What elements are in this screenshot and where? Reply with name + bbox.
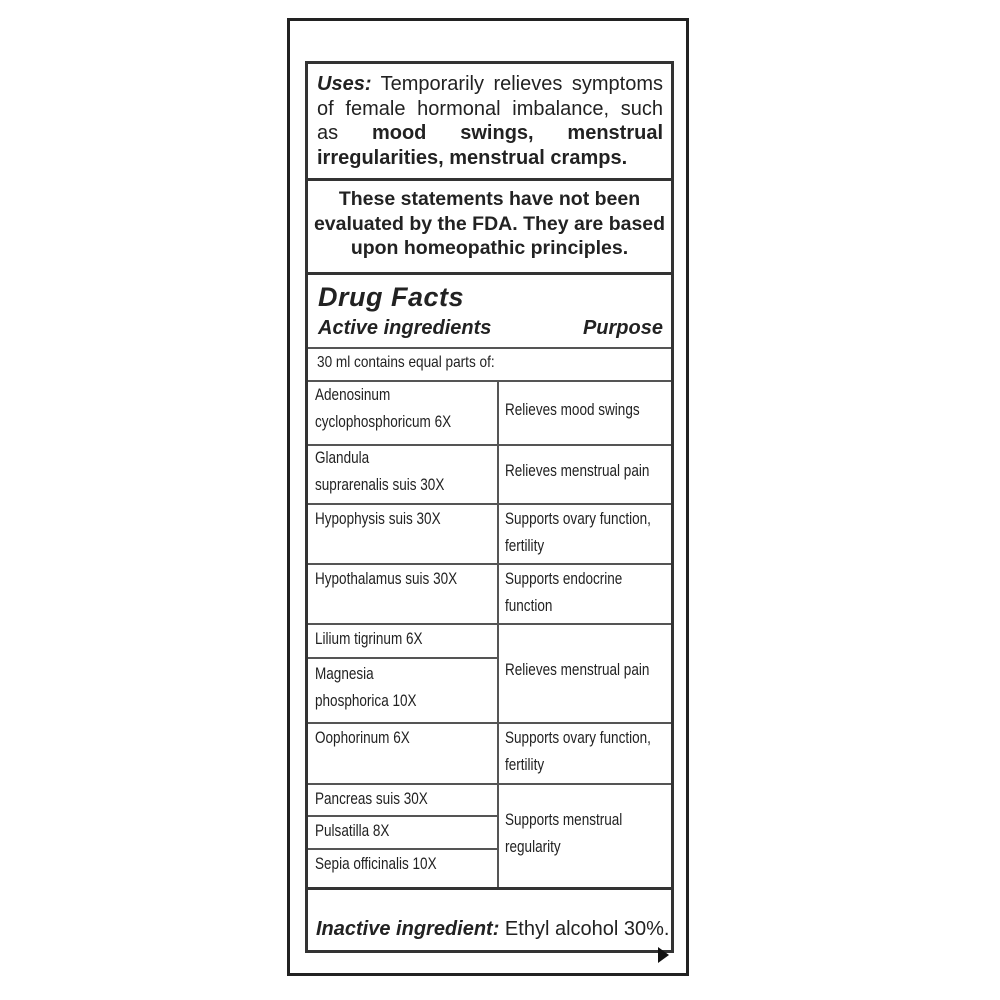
table-rule — [308, 722, 671, 724]
ingredient-line: Magnesia — [315, 665, 374, 683]
purpose-line: Supports endocrine — [505, 570, 623, 588]
ingredient-line: Pancreas suis 30X — [315, 790, 428, 808]
purpose-line: Relieves menstrual pain — [505, 661, 650, 679]
play-arrow-icon — [658, 947, 669, 963]
label-card — [287, 18, 689, 976]
purpose-cell — [505, 657, 649, 684]
inactive-ingredient — [316, 918, 669, 941]
contains-note: 30 ml contains equal parts of: — [317, 354, 495, 371]
purpose-line: fertility — [505, 537, 545, 555]
purpose-cell — [505, 807, 622, 861]
table-rule — [308, 848, 498, 850]
inactive-text: Ethyl alcohol 30%. — [499, 918, 670, 940]
ingredient-line: Adenosinum — [315, 386, 391, 404]
fda-line-3: upon homeopathic principles. — [350, 237, 629, 259]
divider — [308, 272, 671, 275]
table-rule — [308, 815, 498, 817]
uses-section — [308, 64, 671, 178]
fda-line-2: evaluated by the FDA. They are based — [313, 212, 666, 235]
table-column-rule — [497, 380, 499, 887]
ingredient-line: Hypophysis suis 30X — [315, 510, 441, 528]
purpose-header: Purpose — [582, 317, 663, 339]
drug-facts-title: Drug Facts — [318, 282, 465, 312]
purpose-cell — [505, 725, 651, 779]
purpose-cell — [505, 566, 622, 620]
uses-emphasis: mood swings, menstrual irregularities, menstrual cramps. — [317, 122, 664, 169]
table-rule — [308, 623, 671, 625]
ingredient-cell — [315, 506, 441, 533]
purpose-cell — [505, 506, 651, 560]
fda-line-1: These statements have not been — [338, 188, 641, 210]
divider — [308, 887, 671, 890]
table-rule — [308, 783, 671, 785]
ingredient-cell — [315, 445, 444, 499]
table-rule — [308, 503, 671, 505]
table-rule — [308, 347, 671, 349]
ingredient-line: suprarenalis suis 30X — [315, 476, 445, 494]
ingredient-cell — [315, 786, 428, 813]
ingredient-cell — [315, 382, 451, 436]
fda-statement — [308, 187, 671, 261]
table-rule — [308, 657, 498, 659]
uses-text: Temporarily relieves symptoms of female hormonal imbalance, such as — [317, 73, 663, 144]
active-ingredients-header: Active ingredients — [318, 317, 492, 339]
ingredient-cell — [315, 851, 437, 878]
divider — [308, 178, 671, 181]
purpose-line: Supports ovary function, — [505, 729, 651, 747]
purpose-line: fertility — [505, 756, 545, 774]
ingredient-cell — [315, 661, 417, 715]
uses-label: Uses: — [317, 73, 372, 95]
purpose-line: Supports menstrual — [505, 811, 623, 829]
table-rule — [308, 563, 671, 565]
ingredient-line: phosphorica 10X — [315, 692, 417, 710]
ingredient-cell — [315, 818, 389, 845]
purpose-line: Relieves menstrual pain — [505, 462, 650, 480]
drug-facts-panel — [305, 61, 674, 953]
inactive-label: Inactive ingredient: — [316, 918, 500, 940]
ingredient-line: Lilium tigrinum 6X — [315, 630, 423, 648]
purpose-cell — [505, 397, 640, 424]
ingredient-cell — [315, 566, 457, 593]
ingredient-line: Glandula — [315, 449, 370, 467]
ingredient-cell — [315, 725, 410, 752]
ingredient-line: Sepia officinalis 10X — [315, 855, 437, 873]
purpose-cell — [505, 458, 649, 485]
ingredient-line: Hypothalamus suis 30X — [315, 570, 458, 588]
purpose-line: Relieves mood swings — [505, 401, 640, 419]
purpose-line: function — [505, 597, 553, 615]
purpose-line: Supports ovary function, — [505, 510, 651, 528]
ingredient-line: Pulsatilla 8X — [315, 822, 390, 840]
ingredient-cell — [315, 626, 423, 653]
ingredient-line: cyclophosphoricum 6X — [315, 413, 452, 431]
ingredient-line: Oophorinum 6X — [315, 729, 410, 747]
purpose-line: regularity — [505, 838, 561, 856]
